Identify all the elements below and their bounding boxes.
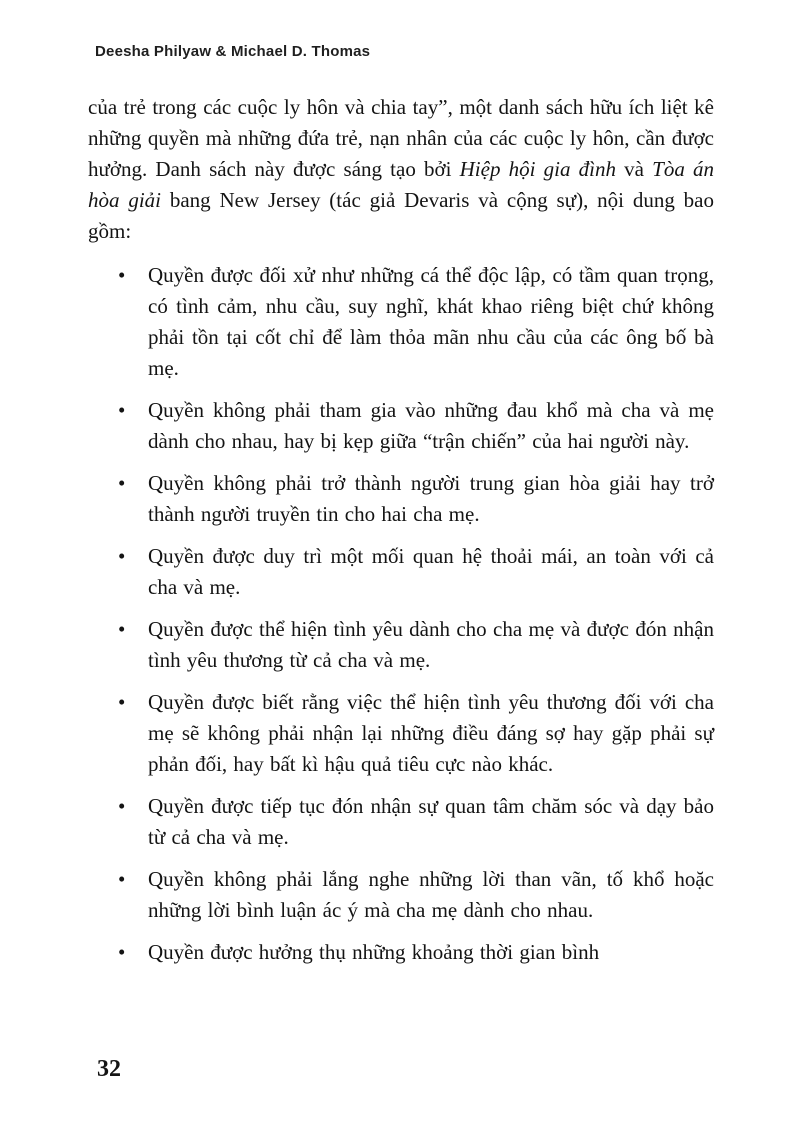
list-item: • Quyền không phải lắng nghe những lời than vãn, tố khổ hoặc những lời bình luận ác ý mà cha mẹ dành cho nhau. (88, 864, 714, 926)
page-body (88, 92, 714, 979)
italic-text: Tòa án hòa giải (88, 157, 714, 212)
list-item: • Quyền được đối xử như những cá thể độc lập, có tầm quan trọng, có tình cảm, nhu cầu, suy nghĩ, khát khao riêng biệt chứ không phải tồn tại cốt chỉ để làm thỏa mãn nhu cầu của các ông bố bà mẹ. (88, 260, 714, 384)
italic-text: Hiệp hội gia đình (459, 157, 616, 181)
list-item: • Quyền được duy trì một mối quan hệ thoải mái, an toàn với cả cha và mẹ. (88, 541, 714, 603)
rights-list (88, 260, 714, 968)
running-header (95, 43, 370, 60)
list-item: • Quyền được hưởng thụ những khoảng thời gian bình (88, 937, 714, 968)
intro-paragraph (88, 92, 714, 247)
list-item: • Quyền không phải tham gia vào những đau khổ mà cha và mẹ dành cho nhau, hay bị kẹp giữa “trận chiến” của hai người này. (88, 395, 714, 457)
list-item: • Quyền không phải trở thành người trung gian hòa giải hay trở thành người truyền tin cho hai cha mẹ. (88, 468, 714, 530)
body-text: bang New Jersey (tác giả Devaris và cộng sự), nội dung bao gồm: (88, 188, 715, 243)
list-item: • Quyền được biết rằng việc thể hiện tình yêu thương đối với cha mẹ sẽ không phải nhận lại những điều đáng sợ hay gặp phải sự phản đối, hay bất kì hậu quả tiêu cực nào khác. (88, 687, 714, 780)
author-names: Deesha Philyaw & Michael D. Thomas (95, 43, 371, 60)
list-item: • Quyền được thể hiện tình yêu dành cho cha mẹ và được đón nhận tình yêu thương từ cả cha và mẹ. (88, 614, 714, 676)
body-text: của trẻ trong các cuộc ly hôn và chia tay”, một danh sách hữu ích liệt kê những quyền mà những đứa trẻ, nạn nhân của các cuộc ly hôn, cần được hưởng. Danh sách này được sáng tạo bởi (88, 95, 714, 181)
list-item: • Quyền được tiếp tục đón nhận sự quan tâm chăm sóc và dạy bảo từ cả cha và mẹ. (88, 791, 714, 853)
body-text: và (615, 157, 653, 181)
page-number: 32 (97, 1056, 121, 1082)
